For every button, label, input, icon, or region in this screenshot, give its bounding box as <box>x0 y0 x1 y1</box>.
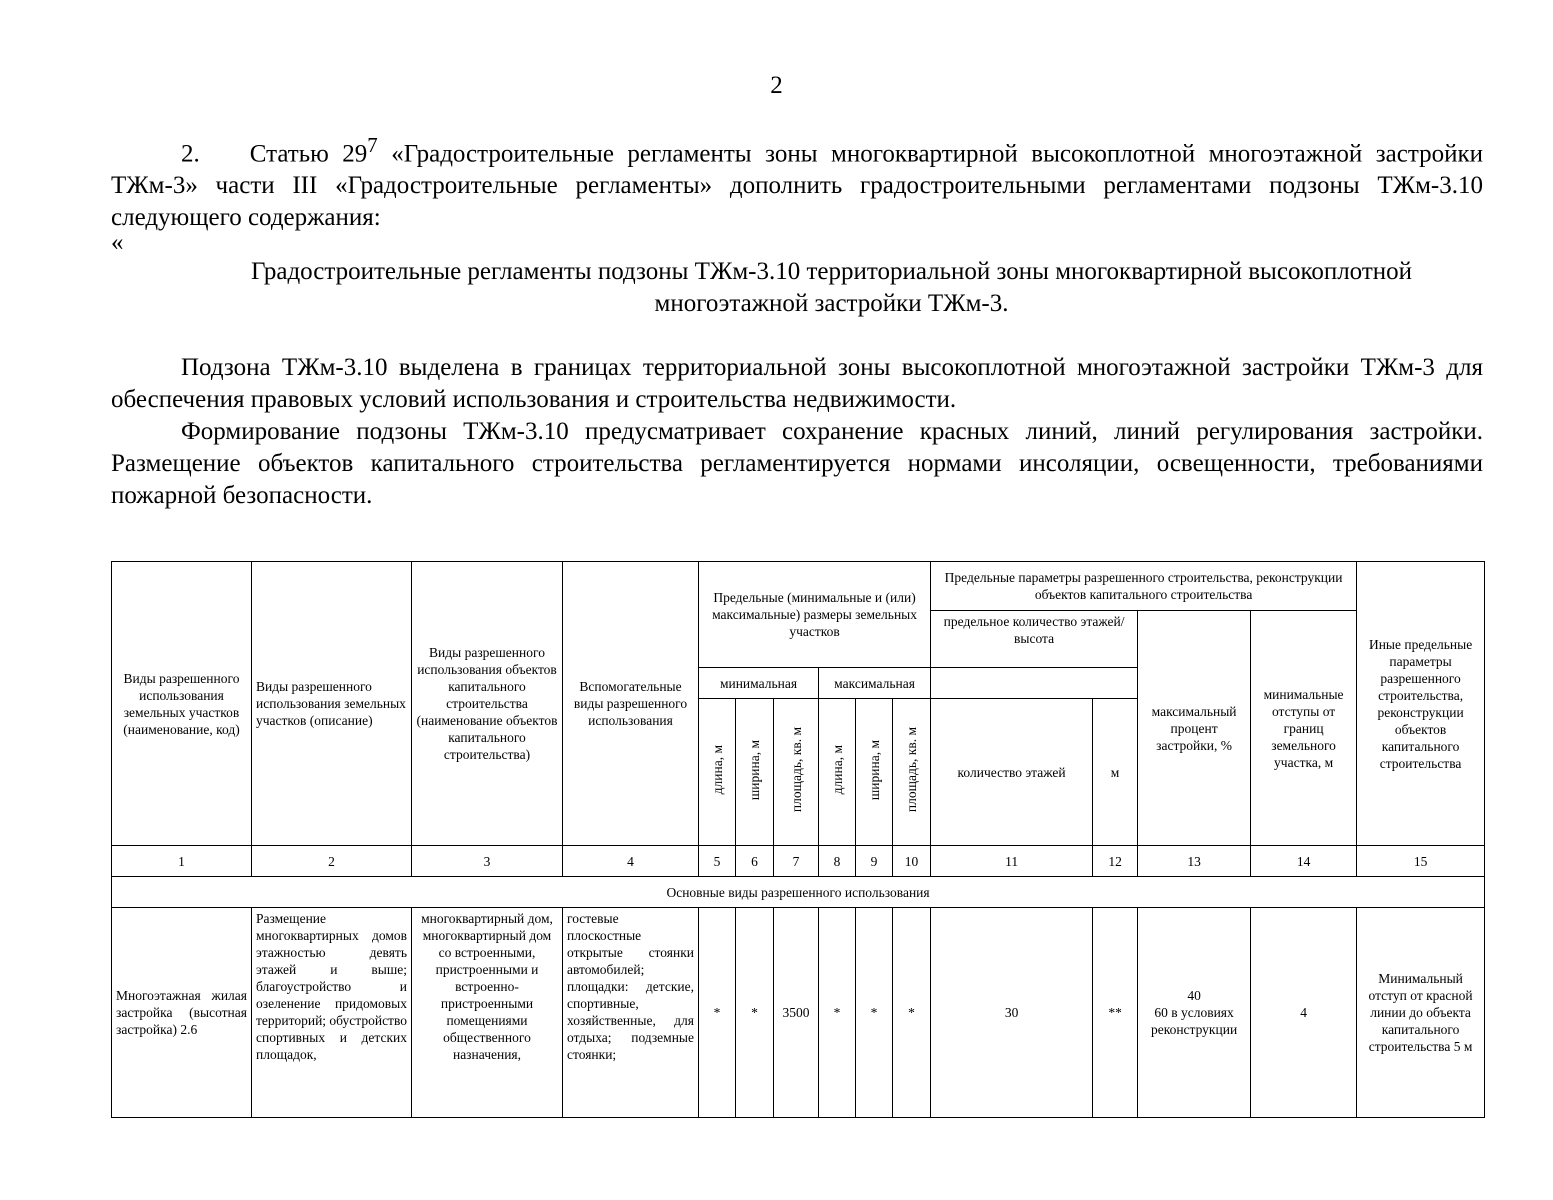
cell-floor-count: 30 <box>931 908 1093 1118</box>
cell-meters: ** <box>1093 908 1138 1118</box>
cell-min-length: * <box>699 908 736 1118</box>
header-max-percent: максимальный процент застройки, % <box>1138 611 1251 846</box>
cell-min-area: 3500 <box>774 908 819 1118</box>
header-min-width <box>736 699 774 846</box>
header-auxiliary-use: Вспомогательные виды разрешенного использования <box>563 562 699 846</box>
header-min-width-text: ширина, м <box>747 739 762 801</box>
regulations-table <box>111 561 1485 1118</box>
cell-max-width: * <box>856 908 893 1118</box>
col-number: 6 <box>736 846 774 877</box>
header-min-area <box>774 699 819 846</box>
col-number: 11 <box>931 846 1093 877</box>
header-min-length-text: длина, м <box>709 745 725 795</box>
cell-other-params: Минимальный отступ от красной линии до объекта капитального строительства 5 м <box>1357 908 1485 1118</box>
header-land-use-name: Виды разрешенного использования земельных участков (наименование, код) <box>112 562 252 846</box>
header-max-area-text: площадь, кв. м <box>904 727 920 813</box>
header-min-area-text: площадь, кв. м <box>788 727 804 813</box>
cell-capital-use: многоквартирный дом, многоквартирный дом со встроенными, пристроенными и встроенно-пристроенными помещениями общественного назначения, <box>412 908 563 1118</box>
col-number: 10 <box>893 846 931 877</box>
header-land-use-desc: Виды разрешенного использования земельных участков (описание) <box>252 562 412 846</box>
col-number: 7 <box>774 846 819 877</box>
cell-land-use-desc: Размещение многоквартирных домов этажностью девять этажей и выше; благоустройство и озеленение придомовых территорий; обустройство спортивных и детских площадок, <box>252 908 412 1118</box>
header-floors-spacer <box>931 668 1138 699</box>
cell-land-use-name: Многоэтажная жилая застройка (высотная застройка) 2.6 <box>112 908 252 1118</box>
col-number: 3 <box>412 846 563 877</box>
intro-rest: «Градостроительные регламенты зоны многоквартирной высокоплотной многоэтажной застройки ТЖм-3» части III «Градостроительные регламенты» дополнить градостроительными регламентами подзоны ТЖм-3.10 следующего содержания: <box>111 140 1484 232</box>
column-numbers-row <box>112 846 1485 877</box>
header-max-width-text: ширина, м <box>866 739 882 801</box>
cell-auxiliary-use: гостевые плоскостные открытые стоянки автомобилей; площадки: детские, спортивные, хозяйственные, для отдыха; подземные стоянки; <box>563 908 699 1118</box>
cell-max-area: * <box>893 908 931 1118</box>
cell-min-width: * <box>736 908 774 1118</box>
header-floors-height: предельное количество этажей/высота <box>931 611 1138 668</box>
header-plot-sizes: Предельные (минимальные и (или) максимальные) размеры земельных участков <box>699 562 931 668</box>
col-number: 8 <box>819 846 856 877</box>
header-floor-count: количество этажей <box>931 699 1093 846</box>
header-max-width <box>856 699 893 846</box>
header-minimal: минимальная <box>699 668 819 699</box>
col-number: 1 <box>112 846 252 877</box>
section-title: Градостроительные регламенты подзоны ТЖм-3.10 территориальной зоны многоквартирной высокоплотной многоэтажной застройки ТЖм-3. <box>250 258 1413 317</box>
header-min-offsets: минимальные отступы от границ земельного участка, м <box>1251 611 1357 846</box>
cell-max-length: * <box>819 908 856 1118</box>
col-number: 9 <box>856 846 893 877</box>
intro-lead: 2. Статью 29 <box>181 140 368 168</box>
col-number: 12 <box>1093 846 1138 877</box>
header-maximal: максимальная <box>819 668 931 699</box>
header-max-length <box>819 699 856 846</box>
intro-paragraph <box>111 129 1483 234</box>
opening-quote: « <box>111 229 124 256</box>
cell-min-offsets: 4 <box>1251 908 1357 1118</box>
header-max-area <box>893 699 931 846</box>
paragraph-formation: Формирование подзоны ТЖм-3.10 предусматривает сохранение красных линий, линий регулирования застройки. Размещение объектов капитального строительства регламентируется нормами инсоляции, освещенности, требованиями пожарной безопасности. <box>111 418 1483 509</box>
col-number: 14 <box>1251 846 1357 877</box>
header-construction-params: Предельные параметры разрешенного строительства, реконструкции объектов капитального строительства <box>931 562 1357 611</box>
header-other-params: Иные предельные параметры разрешенного строительства, реконструкции объектов капитального строительства <box>1357 562 1485 846</box>
col-number: 2 <box>252 846 412 877</box>
section-label-row: Основные виды разрешенного использования <box>112 877 1485 908</box>
cell-max-percent: 40 60 в условиях реконструкции <box>1138 908 1251 1118</box>
page-number: 2 <box>770 72 783 99</box>
header-min-length <box>699 699 736 846</box>
col-number: 5 <box>699 846 736 877</box>
col-number: 15 <box>1357 846 1485 877</box>
col-number: 13 <box>1138 846 1251 877</box>
intro-superscript: 7 <box>367 133 378 157</box>
col-number: 4 <box>563 846 699 877</box>
table-row <box>112 908 1485 1118</box>
header-capital-use: Виды разрешенного использования объектов капитального строительства (наименование объектов капитального строительства) <box>412 562 563 846</box>
paragraph-subzone: Подзона ТЖм-3.10 выделена в границах территориальной зоны высокоплотной многоэтажной застройки ТЖм-3 для обеспечения правовых условий использования и строительства недвижимости. <box>111 354 1483 413</box>
header-max-length-text: длина, м <box>829 745 845 795</box>
header-meters: м <box>1093 699 1138 846</box>
